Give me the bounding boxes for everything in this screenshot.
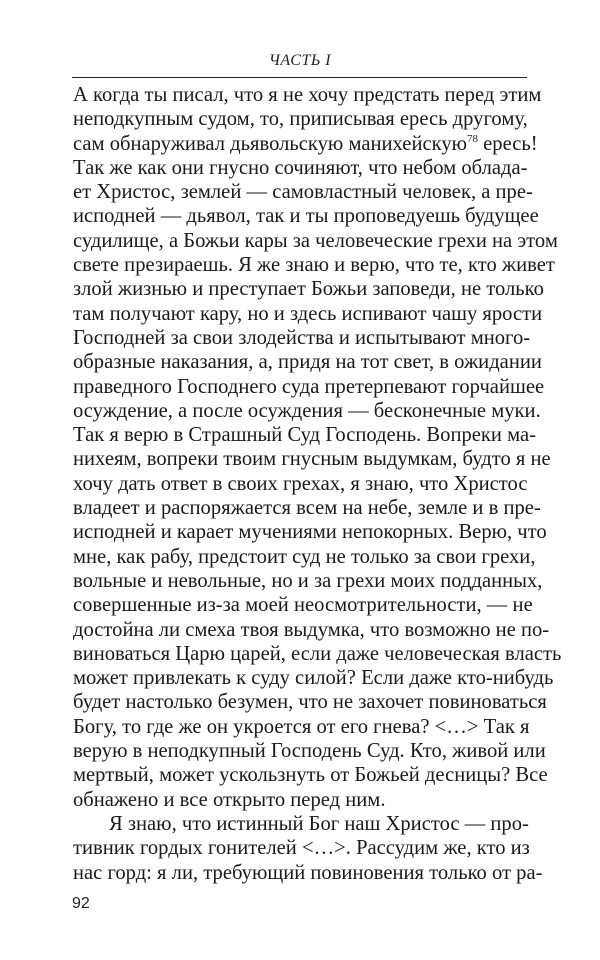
text-line: нас горд: я ли, требующий повиновения только от ра-	[73, 861, 543, 884]
text-line: исподней — дьявол, так и ты проповедуешь будущее	[73, 205, 539, 228]
text-line: будет настолько безумен, что не захочет повиноваться	[73, 691, 547, 714]
text-line: осуждение, а после осуждения — бесконечные муки.	[73, 399, 541, 422]
text-line: свете презираешь. Я же знаю и верю, что те, кто живет	[73, 254, 555, 277]
text-fragment: сам обнаруживал дьявольскую манихейскую	[73, 132, 468, 155]
text-line	[73, 132, 538, 156]
text-line: Богу, то где же он укроется от его гнева? <…> Так я	[73, 715, 530, 738]
text-line: владеет и распоряжается всем на небе, земле и в пре-	[73, 497, 541, 520]
text-line: обнажено и все открыто перед ним.	[73, 788, 386, 811]
text-line: достойна ли смеха твоя выдумка, что возможно не по-	[73, 618, 550, 641]
running-head: ЧАСТЬ I	[268, 52, 332, 69]
text-line: Так же как они гнусно сочиняют, что небом облада-	[73, 156, 528, 179]
text-line: тивник гордых гонителей <…>. Рассудим же, кто из	[73, 837, 530, 860]
text-line: Так я верю в Страшный Суд Господень. Вопреки ма-	[73, 424, 536, 447]
text-line: может привлекать к суду силой? Если даже кто-нибудь	[73, 667, 554, 690]
text-line: Я знаю, что истинный Бог наш Христос — про-	[109, 812, 529, 835]
body-text	[73, 83, 562, 885]
text-line: злой жизнью и преступает Божьи заповеди, не только	[73, 278, 544, 301]
text-line: нихеям, вопреки твоим гнусным выдумкам, будто я не	[73, 448, 551, 471]
text-line: А когда ты писал, что я не хочу предстать перед этим	[73, 84, 542, 106]
text-line: мертвый, может ускользнуть от Божьей десницы? Все	[73, 764, 548, 787]
text-line: хочу дать ответ в своих грехах, я знаю, что Христос	[73, 472, 528, 495]
text-line: ет Христос, землей — самовластный человек, а пре-	[73, 181, 533, 204]
text-line: неподкупным судом, то, приписывая ересь другому,	[73, 108, 528, 131]
text-fragment: ересь!	[483, 132, 538, 155]
text-line: совершенные из-за моей неосмотрительности, — не	[73, 594, 533, 617]
text-line: судилище, а Божьи кары за человеческие грехи на этом	[73, 229, 558, 252]
text-line: вольные и невольные, но и за грехи моих подданных,	[73, 569, 543, 592]
text-line: исподней и карает мучениями непокорных. Верю, что	[73, 521, 547, 544]
text-line: мне, как рабу, предстоит суд не только за свои грехи,	[73, 545, 536, 568]
text-line: там получают кару, но и здесь испивают чашу ярости	[73, 302, 543, 325]
header-rule	[72, 77, 527, 78]
footnote-reference[interactable]: 78	[467, 132, 479, 145]
text-line: верую в неподкупный Господень Суд. Кто, живой или	[73, 740, 546, 763]
text-line: праведного Господнего суда претерпевают горчайшее	[73, 375, 545, 398]
page-number: 92	[72, 895, 90, 912]
text-line: образные наказания, а, придя на тот свет, в ожидании	[73, 351, 542, 374]
text-line: Господней за свои злодейства и испытывают много-	[73, 326, 531, 349]
text-line: виноваться Царю царей, если даже человеческая власть	[73, 642, 562, 665]
